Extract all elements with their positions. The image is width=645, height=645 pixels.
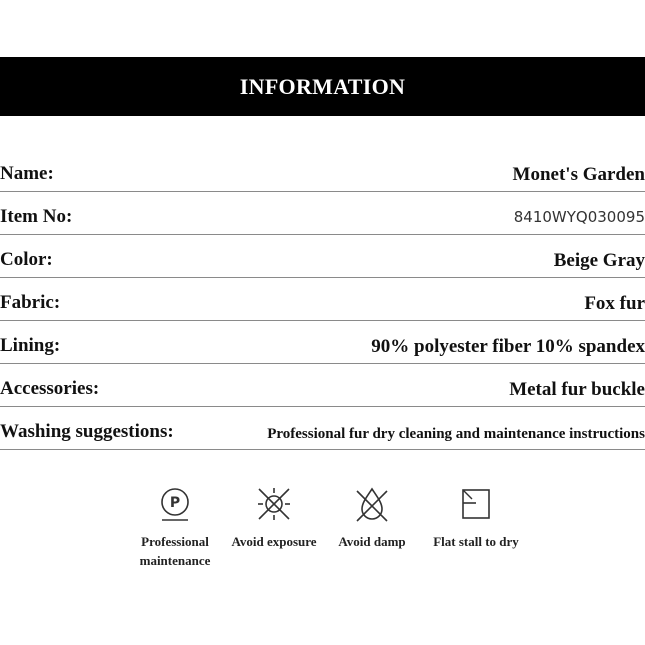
spec-row-fabric: [0, 277, 645, 321]
spec-value: 8410WYQ030095: [513, 208, 645, 226]
spec-value: Beige Gray: [553, 250, 645, 271]
avoid-damp-icon: [352, 484, 392, 524]
care-item-avoid-damp: [330, 484, 414, 551]
care-label-line1: Avoid exposure: [231, 534, 317, 549]
spec-value: Monet's Garden: [512, 164, 645, 185]
spec-value: Professional fur dry cleaning and maintenance instructions: [267, 426, 645, 442]
avoid-sun-exposure-icon: [254, 484, 294, 524]
spec-label: Lining:: [0, 335, 61, 356]
care-label-line2: maintenance: [139, 553, 211, 568]
spec-value: 90% polyester fiber 10% spandex: [371, 336, 645, 357]
professional-dry-clean-icon: [155, 484, 195, 524]
spec-label: Fabric:: [0, 292, 61, 313]
information-banner: [0, 57, 645, 116]
care-label-line1: Avoid damp: [338, 534, 406, 549]
care-label-line1: Flat stall to dry: [433, 534, 519, 549]
spec-label: Name:: [0, 163, 54, 184]
care-item-professional: [127, 484, 223, 570]
banner-title: INFORMATION: [239, 73, 406, 99]
spec-label: Color:: [0, 249, 53, 270]
care-label-line1: Professional: [141, 534, 209, 549]
spec-label: Item No:: [0, 206, 73, 227]
spec-label: Accessories:: [0, 378, 100, 399]
spec-row-item-no: [0, 191, 645, 235]
flat-dry-icon: [456, 484, 496, 524]
spec-row-name: [0, 148, 645, 192]
spec-row-accessories: [0, 363, 645, 407]
svg-text:P: P: [169, 495, 181, 511]
spec-value: Fox fur: [584, 293, 645, 314]
spec-row-washing: [0, 406, 645, 450]
care-item-flat-dry: [424, 484, 528, 551]
spec-value: Metal fur buckle: [509, 379, 645, 400]
spec-label: Washing suggestions:: [0, 421, 174, 442]
spec-row-color: [0, 234, 645, 278]
spec-row-lining: [0, 320, 645, 364]
care-item-avoid-exposure: [222, 484, 326, 551]
